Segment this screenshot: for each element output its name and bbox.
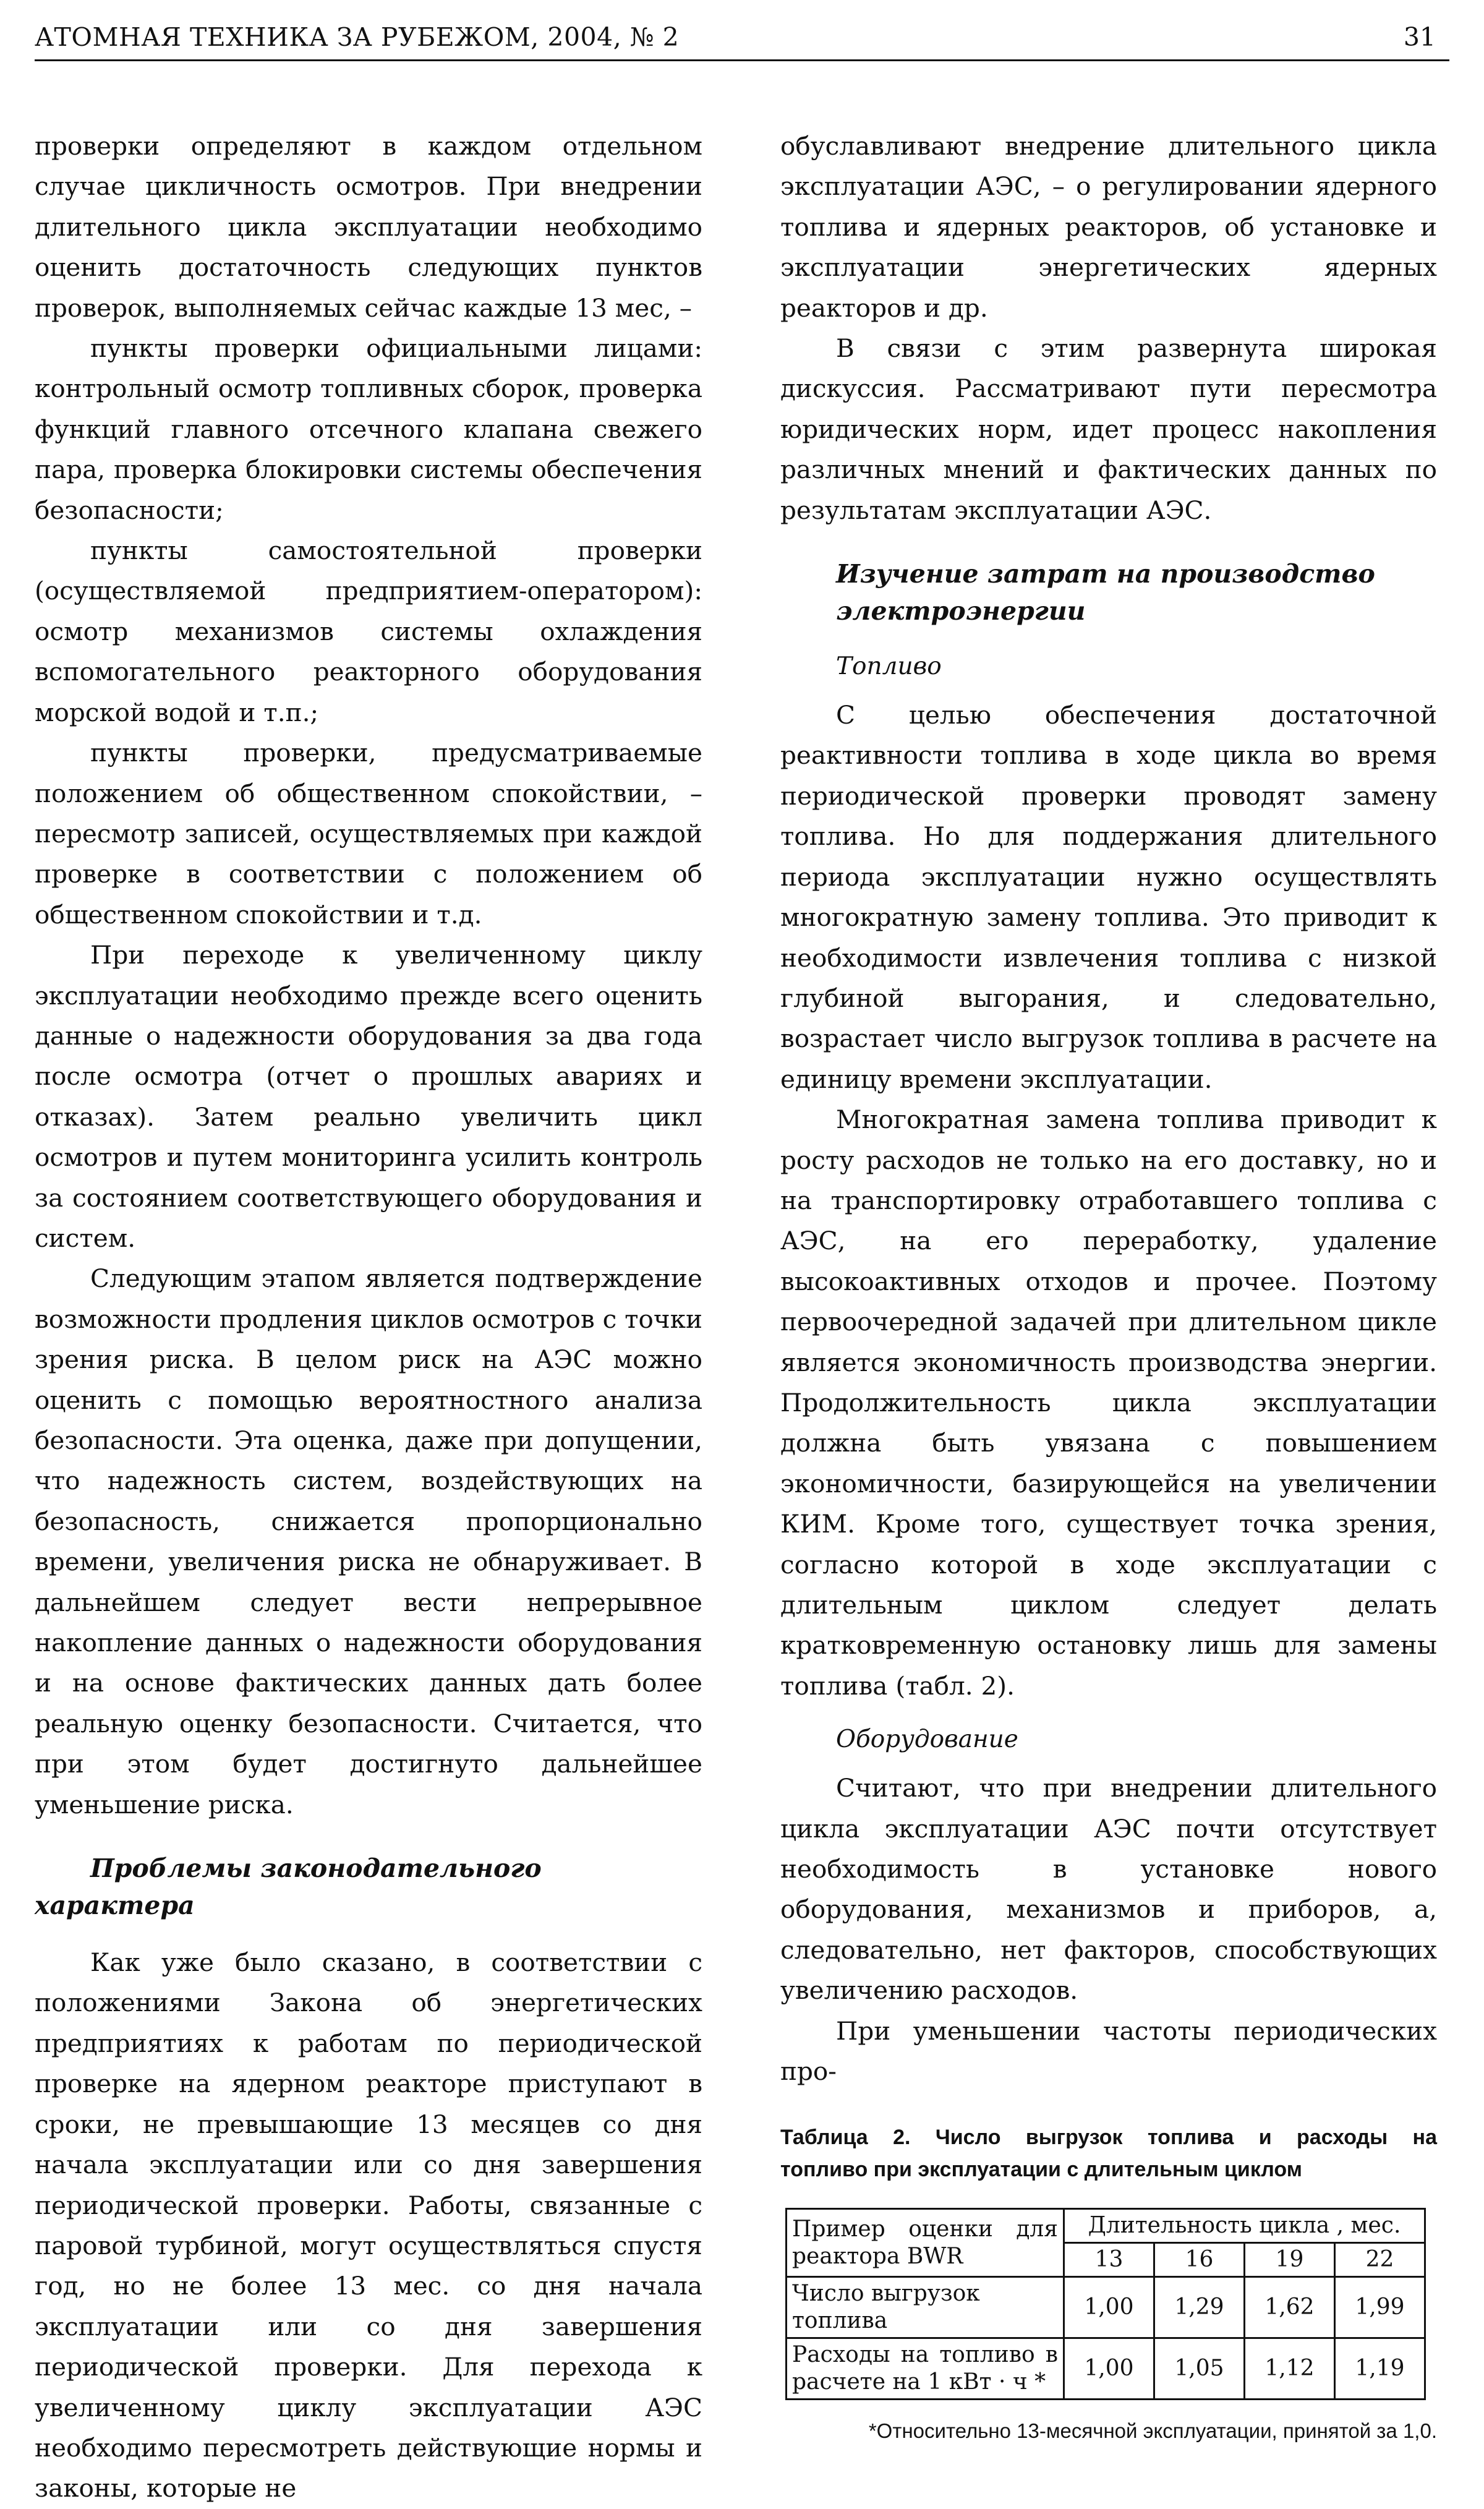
- heading-line: электроэнергии: [836, 596, 1086, 626]
- paragraph: пункты проверки официальными лицами: контрольный осмотр топливных сборок, проверка функций главного отсечного клапана свежего пара, проверка блокировки системы обеспечения безопасности;: [35, 333, 702, 525]
- heading-line: Изучение затрат на производство: [836, 559, 1375, 589]
- table-row: [787, 2338, 1425, 2400]
- paragraph: При уменьшении частоты периодических про-: [780, 2015, 1437, 2087]
- section-heading-legal: Проблемы законодательного характера: [35, 1853, 542, 1921]
- subheading-equipment: Оборудование: [836, 1725, 1018, 1754]
- page-number: 31: [1403, 22, 1436, 52]
- group-header-cell: Длительность цикла , мес.: [1064, 2209, 1425, 2243]
- column-header: 22: [1334, 2243, 1425, 2277]
- table-footnote: *Относительно 13-месячной эксплуатации, принятой за 1,0.: [868, 2419, 1437, 2443]
- row-label-line: расчете на 1 кВт · ч *: [792, 2369, 1046, 2395]
- left-column: [35, 126, 702, 2509]
- header-rule: [35, 59, 1449, 61]
- paragraph: пункты самостоятельной проверки (осуществляемой предприятием-оператором): осмотр механизмов системы охлаждения вспомогательного реакторного оборудования морской водой и т.п.;: [35, 536, 702, 727]
- paragraph: С целью обеспечения достаточной реактивности топлива в ходе цикла во время периодической проверки проводят замену топлива. Но для поддержания длительного периода эксплуатации нужно осуществлять многократную замену топлива. Это приводит к необходимости извлечения топлива с низкой глубиной выгорания, и следовательно, возрастает число выгрузок топлива в расчете на единицу времени эксплуатации.: [780, 700, 1437, 1094]
- paragraph: Многократная замена топлива приводит к росту расходов не только на его доставку, но и на транспортировку отработавшего топлива с АЭС, на его переработку, удаление высокоактивных отходов и прочее. Поэтому первоочередной задачей при длительном цикле является экономичность производства энергии. Продолжительность цикла эксплуатации должна быть увязана с повышением экономичности, базирующейся на увеличении КИМ. Кроме того, существует точка зрения, согласно которой в ходе эксплуатации с длительным циклом следует делать кратковременную остановку лишь для замены топлива (табл. 2).: [780, 1105, 1437, 1701]
- caption-line: Таблица 2. Число выгрузок топлива и расходы на: [780, 2126, 1437, 2150]
- corner-line: реактора BWR: [792, 2243, 963, 2269]
- paragraph: Считают, что при внедрении длительного цикла эксплуатации АЭС почти отсутствует необходимость в установке нового оборудования, механизмов и приборов, а, следовательно, нет факторов, способствующих увеличению расходов.: [780, 1773, 1437, 2006]
- table-corner-cell: [787, 2209, 1064, 2277]
- table-cell: 1,62: [1244, 2277, 1334, 2338]
- page-header: [35, 15, 1449, 58]
- fuel-cost-table: [785, 2208, 1426, 2400]
- row-label: [787, 2338, 1064, 2400]
- column-header: 13: [1064, 2243, 1154, 2277]
- row-label: Число выгрузок топлива: [787, 2277, 1064, 2338]
- caption-line: топливо при эксплуатации с длительным циклом: [780, 2158, 1302, 2182]
- paragraph: Как уже было сказано, в соответствии с положениями Закона об энергетических предприятиях к работам по периодической проверке на ядерном реакторе приступают в сроки, не превышающие 13 месяцев со дня начала эксплуатации или со дня завершения периодической проверки. Работы, связанные с паровой турбиной, могут осуществляться спустя год, но не более 13 мес. со дня начала эксплуатации или со дня завершения периодической проверки. Для перехода к увеличенному циклу эксплуатации АЭС необходимо пересмотреть действующие нормы и законы, которые не: [35, 1947, 702, 2503]
- paragraph: пункты проверки, предусматриваемые положением об общественном спокойствии, – пересмотр записей, осуществляемых при каждой проверке в соответствии с положением об общественном спокойствии и т.д.: [35, 738, 702, 930]
- table-cell: 1,12: [1244, 2338, 1334, 2400]
- paragraph: В связи с этим развернута широкая дискуссия. Рассматривают пути пересмотра юридических норм, идет процесс накопления различных мнений и фактических данных по результатам эксплуатации АЭС.: [780, 333, 1437, 525]
- table-cell: 1,99: [1334, 2277, 1425, 2338]
- section-heading-costs: [780, 555, 1437, 630]
- corner-line: Пример оценки для: [792, 2216, 1058, 2242]
- table-cell: 1,19: [1334, 2338, 1425, 2400]
- table-cell: 1,00: [1064, 2277, 1154, 2338]
- column-header: 19: [1244, 2243, 1334, 2277]
- right-column: [780, 126, 1437, 2446]
- table-cell: 1,00: [1064, 2338, 1154, 2400]
- subheading-fuel: Топливо: [836, 652, 942, 681]
- table-row: [787, 2277, 1425, 2338]
- table-cell: 1,05: [1154, 2338, 1244, 2400]
- table-caption: [780, 2121, 1437, 2186]
- column-header: 16: [1154, 2243, 1244, 2277]
- paragraph: проверки определяют в каждом отдельном случае цикличность осмотров. При внедрении длительного цикла эксплуатации необходимо оценить достаточность следующих пунктов проверок, выполняемых сейчас каждые 13 мес, –: [35, 131, 702, 323]
- paragraph: При переходе к увеличенному циклу эксплуатации необходимо прежде всего оценить данные о надежности оборудования за два года после осмотра (отчет о прошлых авариях и отказах). Затем реально увеличить цикл осмотров и путем мониторинга усилить контроль за состоянием соответствующего оборудования и систем.: [35, 940, 702, 1253]
- row-label-line: Расходы на топливо в: [792, 2342, 1058, 2368]
- paragraph: обуславливают внедрение длительного цикла эксплуатации АЭС, – о регулировании ядерного топлива и ядерных реакторов, об установке и эксплуатации энергетических ядерных реакторов и др.: [780, 131, 1437, 323]
- table-header-row: [787, 2209, 1425, 2243]
- paragraph: Следующим этапом является подтверждение возможности продления циклов осмотров с точки зрения риска. В целом риск на АЭС можно оценить с помощью вероятностного анализа безопасности. Эта оценка, даже при допущении, что надежность систем, воздействующих на безопасность, снижается пропорционально времени, увеличения риска не обнаруживает. В дальнейшем следует вести непрерывное накопление данных о надежности оборудования и на основе фактических данных дать более реальную оценку безопасности. Считается, что при этом будет достигнуто дальнейшее уменьшение риска.: [35, 1263, 702, 1819]
- journal-title: АТОМНАЯ ТЕХНИКА ЗА РУБЕЖОМ, 2004, № 2: [35, 22, 680, 52]
- table-cell: 1,29: [1154, 2277, 1244, 2338]
